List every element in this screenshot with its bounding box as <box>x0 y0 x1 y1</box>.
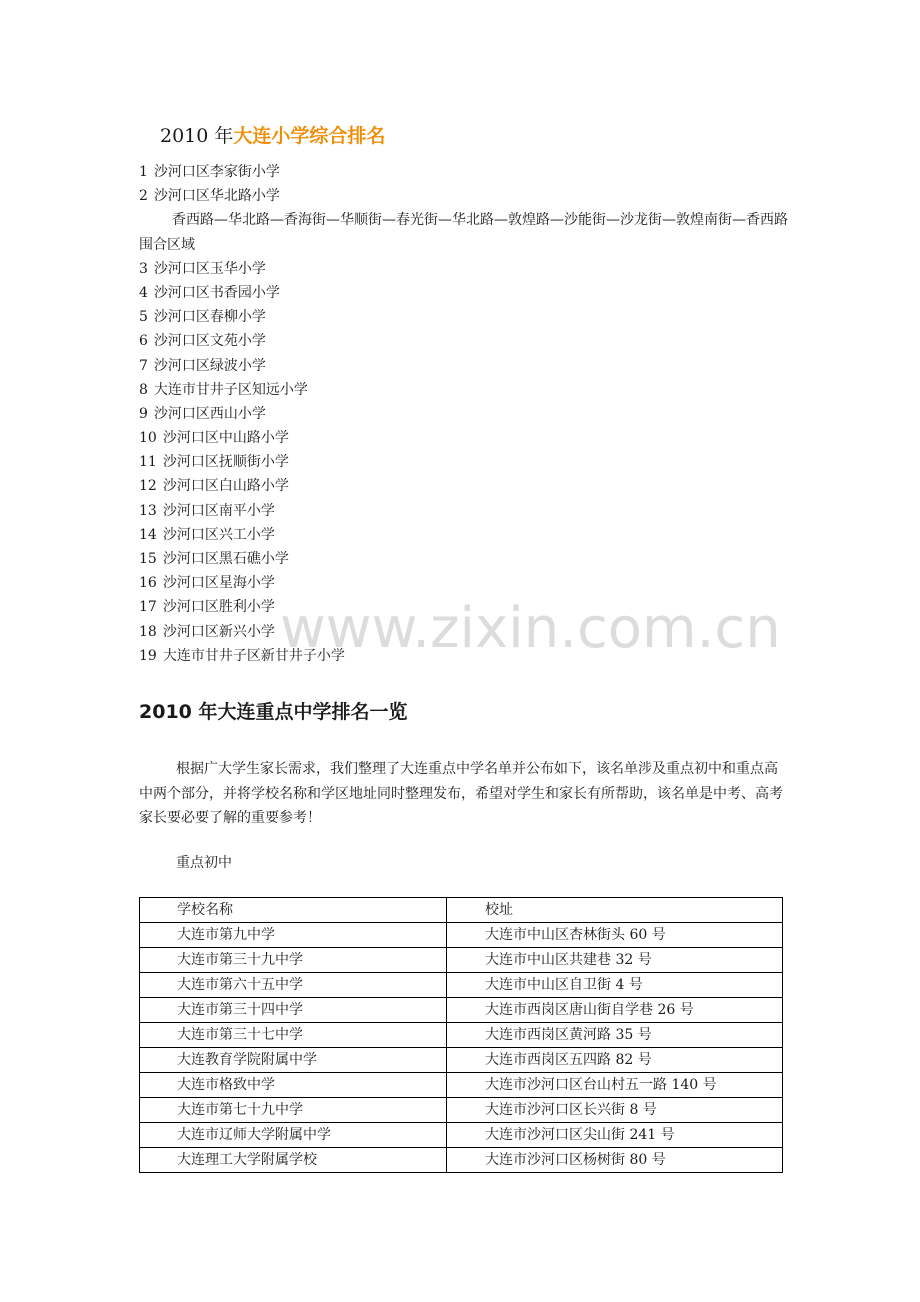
ranking-item <box>139 499 789 523</box>
ranking-item <box>139 257 789 281</box>
school-name: 沙河口区玉华小学 <box>153 260 266 277</box>
ranking-item <box>139 184 789 208</box>
cell-address: 大连市中山区共建巷 32 号 <box>447 948 783 973</box>
rank-number: 7 <box>139 357 148 374</box>
cell-address: 大连市沙河口区杨树街 80 号 <box>447 1148 783 1173</box>
rank-number: 2 <box>139 188 148 205</box>
table-row <box>140 1098 783 1123</box>
title-year: 2010 年 <box>160 125 234 147</box>
cell-address: 大连市西岗区黄河路 35 号 <box>447 1023 783 1048</box>
ranking-item <box>139 329 789 353</box>
cell-school-name: 大连理工大学附属学校 <box>140 1148 447 1173</box>
school-name: 沙河口区新兴小学 <box>162 623 275 640</box>
cell-school-name: 大连市第九中学 <box>140 923 447 948</box>
ranking-item <box>139 523 789 547</box>
table-row <box>140 1073 783 1098</box>
header-address: 校址 <box>447 898 783 923</box>
rank-number: 6 <box>139 333 148 350</box>
intro-paragraph: 根据广大学生家长需求，我们整理了大连重点中学名单并公布如下，该名单涉及重点初中和重点高中两个部分，并将学校名称和学区地址同时整理发布，希望对学生和家长有所帮助，该名单是中考、高考家长要必要了解的重要参考！ <box>139 761 783 826</box>
ranking-item <box>139 474 789 498</box>
school-name: 沙河口区兴工小学 <box>162 526 275 543</box>
rank-number: 4 <box>139 284 148 301</box>
ranking-item <box>139 644 789 668</box>
rank-number: 1 <box>139 164 148 180</box>
school-name: 沙河口区西山小学 <box>153 405 266 422</box>
table-row <box>140 948 783 973</box>
cell-address: 大连市中山区杏林街头 60 号 <box>447 923 783 948</box>
school-name: 沙河口区书香园小学 <box>153 284 280 301</box>
school-name: 沙河口区抚顺街小学 <box>162 454 289 471</box>
ranking-item <box>139 595 789 619</box>
ranking-item <box>139 305 789 329</box>
school-name: 沙河口区华北路小学 <box>153 188 280 205</box>
cell-address: 大连市中山区自卫街 4 号 <box>447 973 783 998</box>
rank-number: 3 <box>139 260 148 277</box>
rank-number: 14 <box>139 526 157 543</box>
school-name: 沙河口区胜利小学 <box>162 599 275 616</box>
ranking-item <box>139 378 789 402</box>
ranking-item <box>139 547 789 571</box>
ranking-item <box>139 160 789 184</box>
cell-school-name: 大连教育学院附属中学 <box>140 1048 447 1073</box>
cell-school-name: 大连市第七十九中学 <box>140 1098 447 1123</box>
cell-address: 大连市沙河口区长兴街 8 号 <box>447 1098 783 1123</box>
school-name: 大连市甘井子区知远小学 <box>153 381 308 398</box>
school-name: 沙河口区白山路小学 <box>162 478 289 495</box>
ranking-item <box>139 450 789 474</box>
ranking-item <box>139 620 789 644</box>
title-highlight: 大连小学综合排名 <box>233 125 386 147</box>
cell-school-name: 大连市第六十五中学 <box>140 973 447 998</box>
school-name: 沙河口区南平小学 <box>162 502 275 519</box>
cell-address: 大连市西岗区五四路 82 号 <box>447 1048 783 1073</box>
school-name: 沙河口区星海小学 <box>162 575 275 592</box>
rank-number: 15 <box>139 551 157 568</box>
table-row <box>140 1048 783 1073</box>
rank-number: 9 <box>139 405 148 422</box>
rank-number: 16 <box>139 575 157 592</box>
rank-number: 8 <box>139 381 148 398</box>
table-row <box>140 1148 783 1173</box>
school-name: 沙河口区文苑小学 <box>153 333 266 350</box>
rank-number: 11 <box>139 454 157 471</box>
table-row <box>140 1023 783 1048</box>
primary-ranking-title <box>160 122 385 150</box>
school-name: 沙河口区李家街小学 <box>153 164 280 180</box>
cell-school-name: 大连市第三十七中学 <box>140 1023 447 1048</box>
school-table <box>139 897 783 1173</box>
ranking-item <box>139 426 789 450</box>
school-name: 大连市甘井子区新甘井子小学 <box>162 647 345 664</box>
secondary-ranking-title: 2010 年大连重点中学排名一览 <box>139 701 408 723</box>
rank-number: 10 <box>139 430 157 447</box>
rank-number: 17 <box>139 599 157 616</box>
ranking-item <box>139 402 789 426</box>
table-row <box>140 973 783 998</box>
section-subheading: 重点初中 <box>176 855 232 871</box>
rank-number: 18 <box>139 623 157 640</box>
table-row <box>140 923 783 948</box>
rank-number: 19 <box>139 647 157 664</box>
ranking-item <box>139 571 789 595</box>
school-name: 沙河口区绿波小学 <box>153 357 266 374</box>
header-school-name: 学校名称 <box>140 898 447 923</box>
table-header-row <box>140 898 783 923</box>
rank-number: 5 <box>139 309 148 326</box>
cell-address: 大连市西岗区唐山街自学巷 26 号 <box>447 998 783 1023</box>
cell-school-name: 大连市第三十九中学 <box>140 948 447 973</box>
cell-school-name: 大连市第三十四中学 <box>140 998 447 1023</box>
ranking-item <box>139 281 789 305</box>
cell-school-name: 大连市格致中学 <box>140 1073 447 1098</box>
rank-number: 12 <box>139 478 157 495</box>
rank-number: 13 <box>139 502 157 519</box>
cell-school-name: 大连市辽师大学附属中学 <box>140 1123 447 1148</box>
school-name: 沙河口区春柳小学 <box>153 309 266 326</box>
cell-address: 大连市沙河口区台山村五一路 140 号 <box>447 1073 783 1098</box>
school-name: 沙河口区中山路小学 <box>162 430 289 447</box>
table-row <box>140 1123 783 1148</box>
table-row <box>140 998 783 1023</box>
district-boundary-note: 香西路—华北路—香海街—华顺街—春光街—华北路—敦煌路—沙能街—沙龙街—敦煌南街—香西路围合区域 <box>139 212 788 253</box>
primary-ranking-list <box>139 160 789 668</box>
watermark: www.zixin.com.cn <box>280 596 781 661</box>
ranking-item <box>139 354 789 378</box>
school-name: 沙河口区黑石礁小学 <box>162 551 289 568</box>
cell-address: 大连市沙河口区尖山街 241 号 <box>447 1123 783 1148</box>
